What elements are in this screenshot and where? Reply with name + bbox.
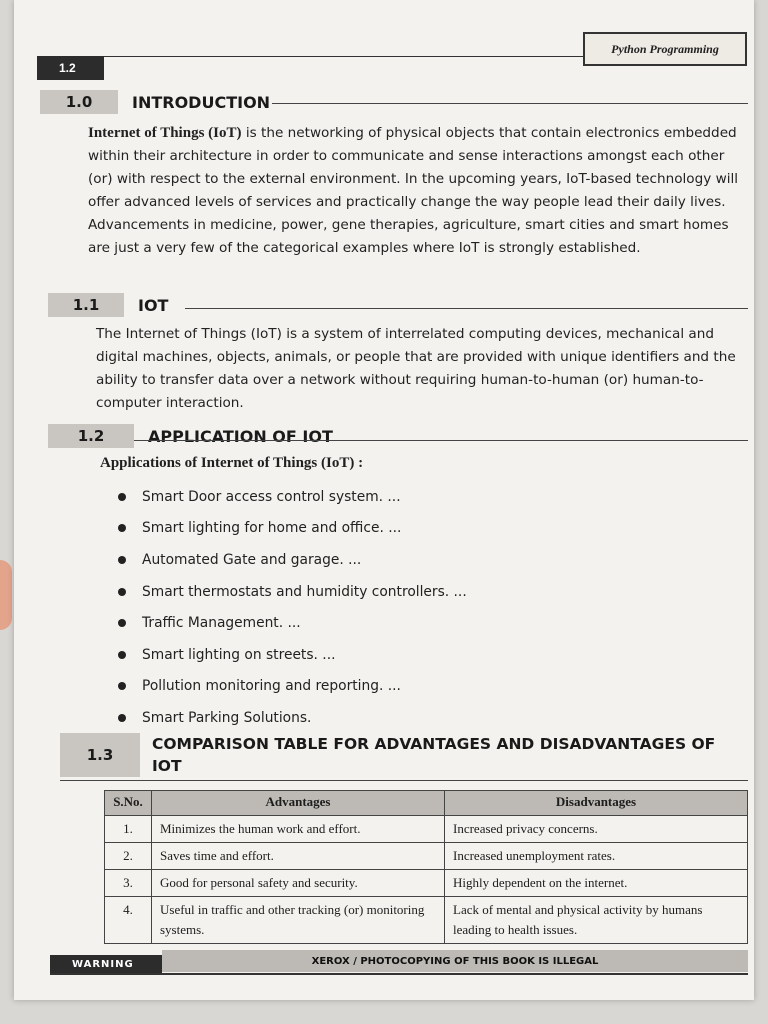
table-cell: Minimizes the human work and effort. [152, 816, 445, 843]
section-rule [272, 103, 748, 104]
section-heading-introduction [40, 90, 270, 114]
table-row [105, 843, 748, 870]
bullet-icon [118, 682, 126, 690]
section-rule [134, 440, 748, 441]
applications-heading: Applications of Internet of Things (IoT) : [100, 455, 364, 471]
bullet-icon [118, 714, 126, 722]
list-item-text: Smart Door access control system. ... [142, 488, 401, 505]
list-item [118, 671, 467, 703]
comparison-table [104, 790, 748, 944]
bullet-icon [118, 619, 126, 627]
list-item [118, 513, 467, 545]
intro-lead: Internet of Things (IoT) [88, 125, 242, 141]
table-row [105, 816, 748, 843]
bullet-icon [118, 651, 126, 659]
section-number: 1.2 [48, 424, 134, 448]
section-rule [185, 308, 748, 309]
section-title-line: IOT [152, 757, 182, 775]
footer-notice: XEROX / PHOTOCOPYING OF THIS BOOK IS ILLEGAL [162, 950, 748, 972]
section-rule [60, 780, 748, 781]
table-header-row [105, 791, 748, 816]
bullet-icon [118, 493, 126, 501]
table-cell: Increased unemployment rates. [445, 843, 748, 870]
list-item [118, 481, 467, 513]
footer-rule [50, 973, 748, 975]
table-cell: Useful in traffic and other tracking (or) monitoring systems. [152, 897, 445, 944]
column-header: Disadvantages [445, 791, 748, 816]
list-item-text: Smart Parking Solutions. [142, 709, 312, 726]
section-heading-comparison [60, 733, 715, 777]
table-row [105, 870, 748, 897]
bullet-icon [118, 556, 126, 564]
bullet-icon [118, 588, 126, 596]
iot-paragraph: The Internet of Things (IoT) is a system of interrelated computing devices, mechanical and digital machines, objects, animals, or people that are provided with unique identifiers and the ability to transfer data over a network without requiring human-to-human (or) human-to-computer interaction. [96, 326, 736, 411]
list-item [118, 607, 467, 639]
table-cell: 4. [105, 897, 152, 944]
column-header: S.No. [105, 791, 152, 816]
finger-edge [0, 560, 12, 630]
list-item-text: Pollution monitoring and reporting. ... [142, 678, 401, 695]
section-title-line: COMPARISON TABLE FOR ADVANTAGES AND DISADVANTAGES OF [152, 735, 716, 753]
header-rule [104, 56, 584, 57]
table-cell: Saves time and effort. [152, 843, 445, 870]
section-heading-iot [48, 293, 168, 317]
table-cell: Good for personal safety and security. [152, 870, 445, 897]
list-item [118, 576, 467, 608]
section-title [140, 733, 715, 777]
table-cell: Increased privacy concerns. [445, 816, 748, 843]
warning-label: WARNING [50, 955, 162, 973]
table-cell: 3. [105, 870, 152, 897]
bullet-icon [118, 524, 126, 532]
intro-text: is the networking of physical objects that contain electronics embedded within their architecture in order to communicate and sense interactions amongst each other (or) with respect to the external environment. In the upcoming years, IoT-based technology will offer advanced levels of services and practically change the way people lead their daily lives. Advancements in medicine, power, gene therapies, agriculture, smart cities and smart homes are just a very few of the categorical examples where IoT is strongly established. [88, 125, 739, 256]
column-header: Advantages [152, 791, 445, 816]
table-cell: Lack of mental and physical activity by humans leading to health issues. [445, 897, 748, 944]
table-cell: 2. [105, 843, 152, 870]
list-item-text: Traffic Management. ... [142, 615, 301, 632]
section-title: INTRODUCTION [132, 92, 271, 112]
table-row [105, 897, 748, 944]
table-cell: Highly dependent on the internet. [445, 870, 748, 897]
list-item-text: Smart lighting for home and office. ... [142, 520, 402, 537]
list-item-text: Smart lighting on streets. ... [142, 646, 336, 663]
section-title: IOT [138, 295, 169, 315]
list-item-text: Smart thermostats and humidity controllers. ... [142, 583, 467, 600]
list-item-text: Automated Gate and garage. ... [142, 551, 362, 568]
section-number: 1.1 [48, 293, 124, 317]
list-item [118, 639, 467, 671]
section-number: 1.3 [60, 733, 140, 777]
section-title: APPLICATION OF IOT [148, 426, 333, 446]
page-number: 1.2 [37, 56, 104, 80]
section-number: 1.0 [40, 90, 118, 114]
applications-list [118, 481, 467, 734]
list-item [118, 544, 467, 576]
section-heading-applications [48, 424, 333, 448]
list-item [118, 702, 467, 734]
book-title-tag: Python Programming [583, 32, 747, 66]
table-cell: 1. [105, 816, 152, 843]
intro-paragraph [88, 122, 748, 260]
